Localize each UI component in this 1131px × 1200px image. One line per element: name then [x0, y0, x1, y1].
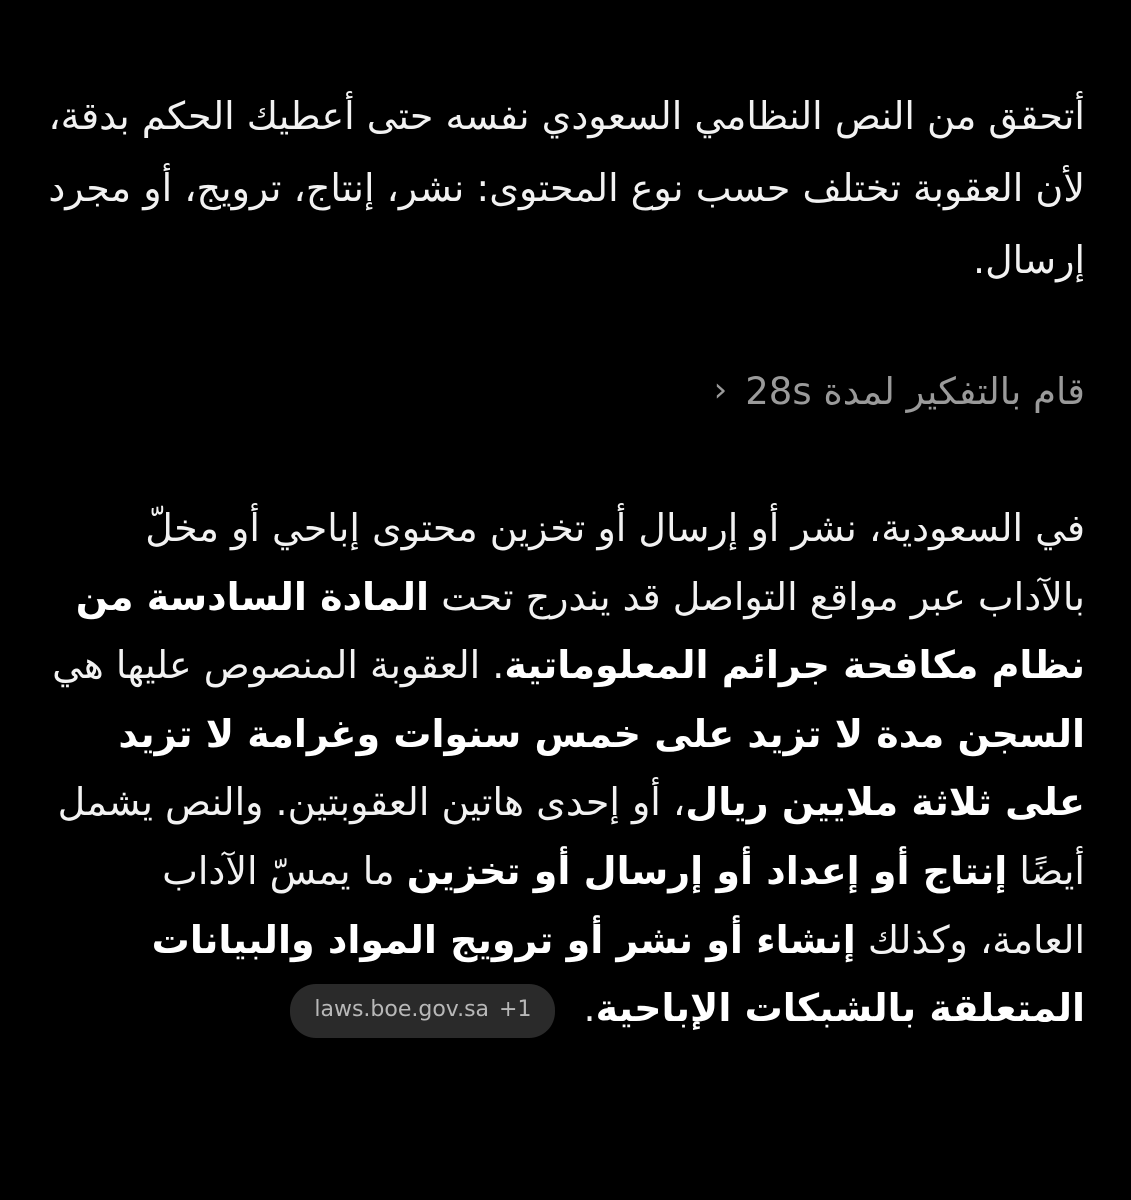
source-citation-chip[interactable]: [290, 984, 555, 1038]
answer-bold-text: المادة السادسة من نظام مكافحة جرائم المعلوماتية: [75, 574, 1085, 688]
answer-text: ، أو إحدى هاتين العقوبتين. والنص يشمل أيضًا: [57, 780, 1085, 893]
answer-text: ما يمسّ الآداب العامة، وكذلك: [162, 848, 1085, 962]
answer-text: في السعودية، نشر أو إرسال أو تخزين محتوى إباحي أو مخلّ بالآداب عبر مواقع التواصل قد يندرج تحت: [145, 506, 1085, 619]
chevron-icon: ‹: [713, 370, 728, 410]
chat-thread: [48, 0, 1085, 1200]
assistant-intro-text: أتحقق من النص النظامي السعودي نفسه حتى أعطيك الحكم بدقة، لأن العقوبة تختلف حسب نوع المحتوى: نشر، إنتاج، ترويج، أو مجرد إرسال.: [48, 94, 1085, 282]
answer-text: .: [583, 986, 596, 1031]
source-domain: laws.boe.gov.sa: [314, 997, 490, 1023]
assistant-answer: [48, 494, 1085, 1043]
answer-bold-text: إنتاج أو إعداد أو إرسال أو تخزين: [406, 848, 1008, 893]
thinking-label: قام بالتفكير لمدة 28s: [745, 370, 1085, 413]
answer-bold-text: السجن مدة لا تزيد على خمس سنوات وغرامة لا تزيد على ثلاثة ملايين ريال: [118, 711, 1085, 825]
answer-bold-text: إنشاء أو نشر أو ترويج المواد والبيانات المتعلقة بالشبكات الإباحية: [151, 917, 1085, 1031]
answer-text: . العقوبة المنصوص عليها هي: [52, 643, 505, 688]
thinking-toggle[interactable]: [714, 362, 1085, 422]
source-count: +1: [499, 997, 532, 1023]
